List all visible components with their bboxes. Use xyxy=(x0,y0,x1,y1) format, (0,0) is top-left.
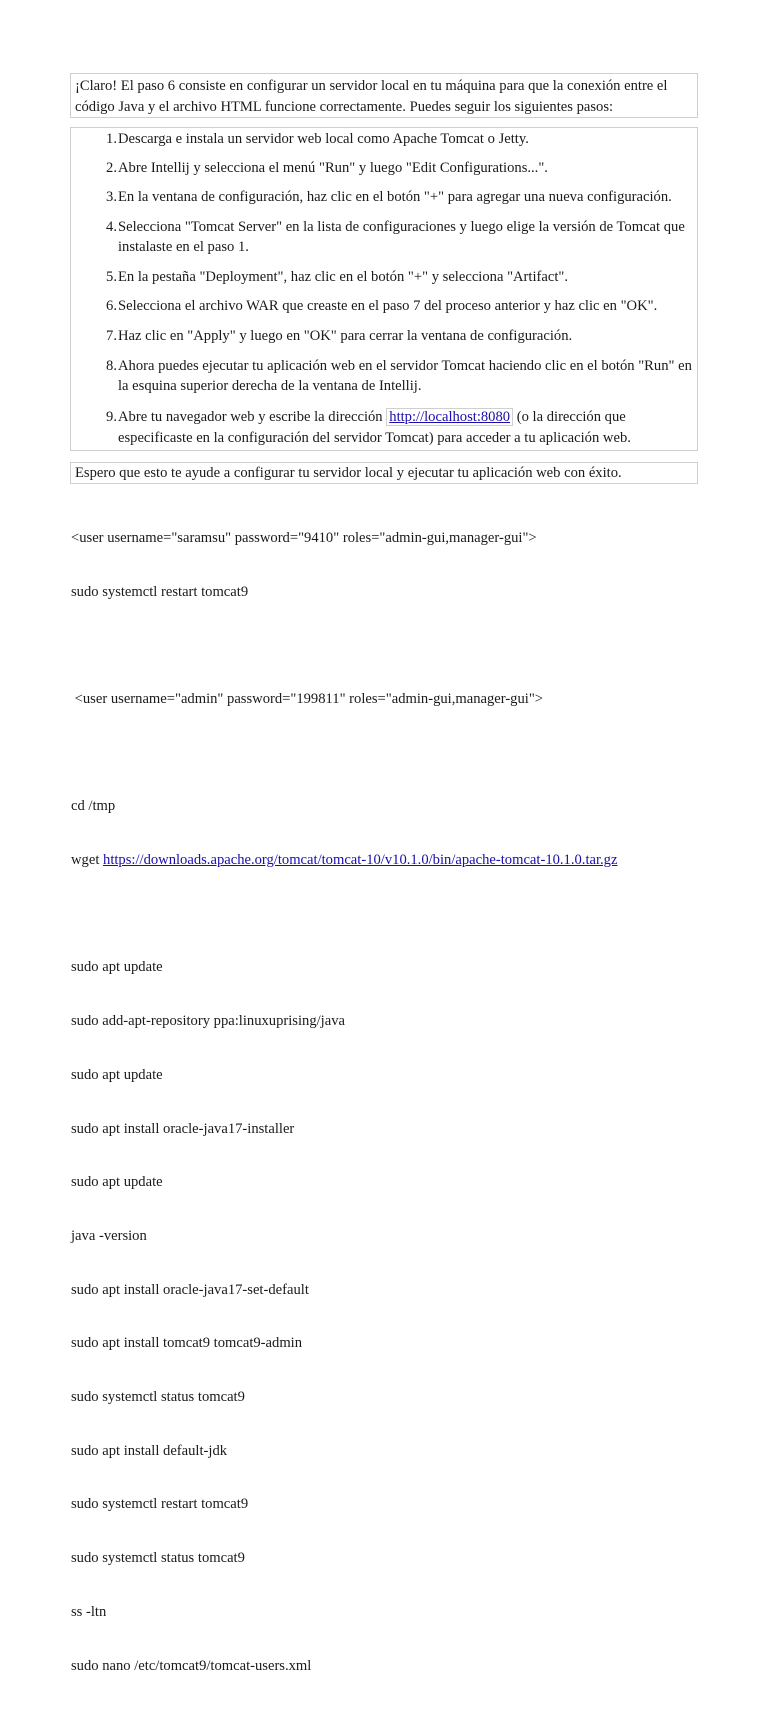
step-text: Descarga e instala un servidor web local como Apache Tomcat o Jetty. xyxy=(118,131,529,147)
code-line: java -version xyxy=(71,1227,147,1244)
code-line: sudo nano /etc/tomcat9/tomcat-users.xml xyxy=(71,1657,312,1674)
step-number: 8. xyxy=(106,358,117,374)
code-line: sudo systemctl status tomcat9 xyxy=(71,1550,245,1567)
code-line: ss -ltn xyxy=(71,1603,107,1620)
code-line: <user username="admin" password="199811" roles="admin-gui,manager-gui"> xyxy=(71,690,544,707)
code-line: sudo apt install tomcat9 tomcat9-admin xyxy=(71,1335,303,1352)
code-line: sudo apt install oracle-java17-set-default xyxy=(71,1281,309,1298)
localhost-link[interactable]: http://localhost:8080 xyxy=(386,408,513,426)
step-number: 3. xyxy=(106,189,117,205)
command-notes xyxy=(71,494,711,1711)
step-text: Haz clic en "Apply" y luego en "OK" para cerrar la ventana de configuración. xyxy=(118,328,573,344)
code-line: sudo systemctl restart tomcat9 xyxy=(71,583,249,600)
step-number: 7. xyxy=(106,328,117,344)
code-line: sudo apt update xyxy=(71,1066,163,1083)
code-line xyxy=(71,745,711,763)
step-text-before: Abre tu navegador web y escribe la dirección xyxy=(118,409,383,425)
code-line: sudo apt install default-jdk xyxy=(71,1442,228,1459)
tomcat-download-link[interactable]: https://downloads.apache.org/tomcat/tomcat-10/v10.1.0/bin/apache-tomcat-10.1.0.tar.gz xyxy=(103,852,618,869)
code-line: sudo add-apt-repository ppa:linuxuprising/java xyxy=(71,1013,345,1030)
step-text: En la pestaña "Deployment", haz clic en el botón "+" y selecciona "Artifact". xyxy=(118,269,569,285)
step-text: Ahora puedes ejecutar tu aplicación web en el servidor Tomcat haciendo clic en el botón "Run" en la esquina superior derecha de la ventana de Intellij. xyxy=(118,358,692,394)
code-line: <user username="saramsu" password="9410" roles="admin-gui,manager-gui"> xyxy=(71,529,537,546)
step-number: 1. xyxy=(106,131,117,147)
step-number: 9. xyxy=(106,409,117,425)
steps-list xyxy=(70,127,698,451)
step-text xyxy=(118,407,693,449)
step-text: Selecciona el archivo WAR que creaste en el paso 7 del proceso anterior y haz clic en "OK". xyxy=(118,298,658,314)
code-line: sudo apt install oracle-java17-installer xyxy=(71,1120,295,1137)
code-line xyxy=(71,852,711,870)
closing-paragraph: Espero que esto te ayude a configurar tu servidor local y ejecutar tu aplicación web con éxito. xyxy=(70,462,698,484)
step-number: 2. xyxy=(106,160,117,176)
code-line: sudo apt update xyxy=(71,959,163,976)
code-line: cd /tmp xyxy=(71,798,116,815)
step-number: 6. xyxy=(106,298,117,314)
step-number: 5. xyxy=(106,269,117,285)
code-line xyxy=(71,637,711,655)
code-line: sudo systemctl status tomcat9 xyxy=(71,1389,245,1406)
intro-paragraph: ¡Claro! El paso 6 consiste en configurar un servidor local en tu máquina para que la conexión entre el código Java y el archivo HTML funcione correctamente. Puedes seguir los siguientes pasos: xyxy=(70,73,698,118)
step-text: Selecciona "Tomcat Server" en la lista de configuraciones y luego elige la versión de Tomcat que instalaste en el paso 1. xyxy=(118,219,685,255)
step-text: Abre Intellij y selecciona el menú "Run" y luego "Edit Configurations...". xyxy=(118,160,548,176)
wget-command: wget xyxy=(71,852,104,869)
code-line: sudo apt update xyxy=(71,1174,163,1191)
code-line: sudo systemctl restart tomcat9 xyxy=(71,1496,249,1513)
code-line xyxy=(71,906,711,924)
step-text: En la ventana de configuración, haz clic en el botón "+" para agregar una nueva configuración. xyxy=(118,189,672,205)
step-number: 4. xyxy=(106,219,117,235)
step-text-after: (o la dirección que especificaste en la configuración del servidor Tomcat) para acceder a tu aplicación web. xyxy=(118,409,631,446)
